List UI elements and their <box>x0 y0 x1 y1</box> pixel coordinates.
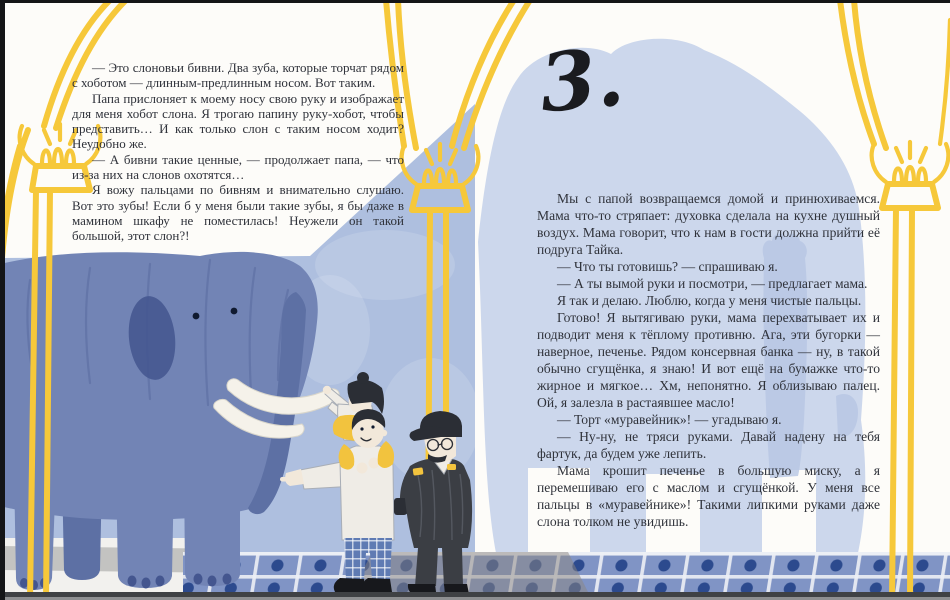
right-page-text <box>537 190 880 530</box>
left-page-text <box>72 60 404 244</box>
paragraph: Готово! Я вытягиваю руки, мама перехватывает их и подводит меня к тёплому противню. Ага, эти бугорки — наверное, печенье. Рядом консервная банка — ну, в такой обычно сгущёнка, я знаю! И вот ещё на бумажке что-то жирное и мягкое… Хм, непонятно. Я облизываю палец. Ой, я залезла в растаявшее масло! <box>537 310 880 410</box>
paragraph: Мы с папой возвращаемся домой и принюхиваемся. Мама что-то стряпает: духовка сделала на кухне душный воздух. Мама говорит, что к нам в гости должна прийти её подруга Тайка. <box>537 191 880 257</box>
paragraph: — А бивни такие ценные, — продолжает папа, — что из-за них на слонов охотятся… <box>72 151 404 183</box>
paragraph: — Ну-ну, не тряси руками. Давай надену на тебя фартук, да будем уже лепить. <box>537 429 880 461</box>
chapter-number: 3. <box>536 29 628 131</box>
paragraph: — Это слоновьи бивни. Два зуба, которые торчат рядом с хоботом — длинным-предлинным носом. Вот таким. <box>72 60 404 91</box>
paragraph: — Что ты готовишь? — спрашиваю я. <box>557 259 778 274</box>
paragraph: Папа прислоняет к моему носу свою руку и изображает для меня хобот слона. Я трогаю папину руку-хобот, чтобы представить… И как только слон с таким носом ходит? Неудобно же. <box>72 90 404 152</box>
paragraph: Я вожу пальцами по бивням и внимательно слушаю. Вот это зубы! Если б у меня были такие зубы, я бы даже в мамином шкафу не поместилась! Неужели он такой большой, этот слон?! <box>72 182 404 244</box>
paragraph: Мама крошит печенье в большую миску, а я перемешиваю его с маслом и сгущёнкой. У меня все пальцы в «муравейнике»! Такими липкими руками даже слона толком не увидишь. <box>537 463 880 529</box>
paragraph: — А ты вымой руки и посмотри, — предлагает мама. <box>557 276 868 291</box>
paragraph: Я так и делаю. Люблю, когда у меня чистые пальцы. <box>557 293 862 308</box>
paragraph: — Торт «муравейник»! — угадываю я. <box>557 412 782 427</box>
